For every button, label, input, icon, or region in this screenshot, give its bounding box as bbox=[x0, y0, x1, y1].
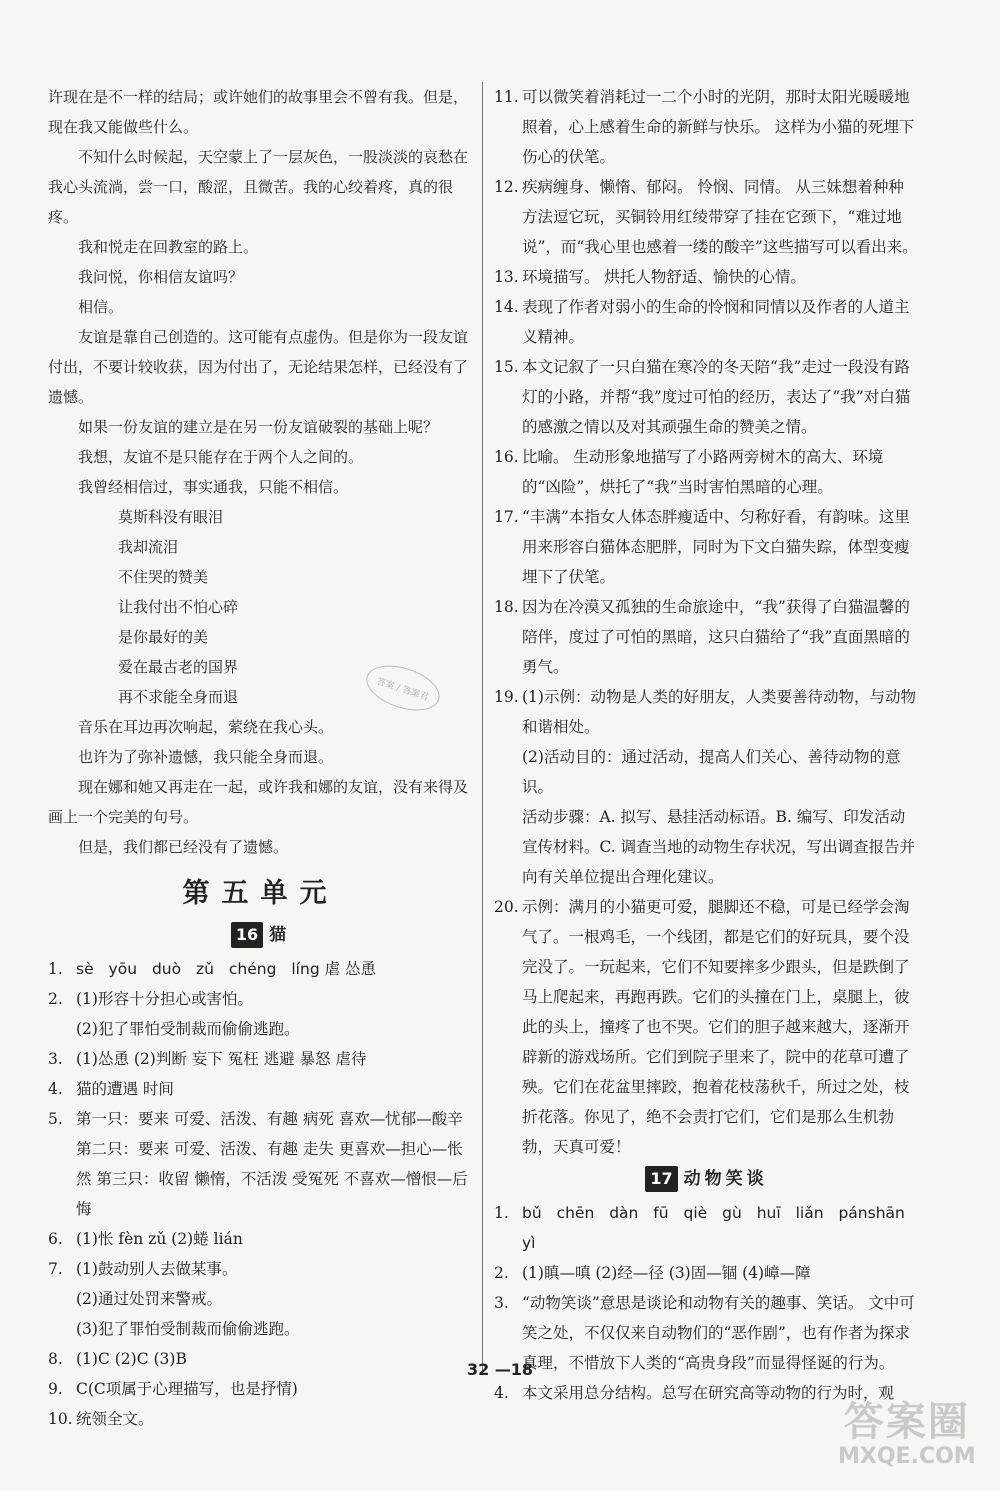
answer-text: 本文记叙了一只白猫在寒冷的冬天陪“我”走过一段没有路灯的小路，并帮“我”度过可怕的经历，表达了“我”对白猫的感激之情以及对其顽强生命的赞美之情。 bbox=[522, 358, 911, 436]
paragraph: 但是，我们都已经没有了遗憾。 bbox=[78, 838, 289, 856]
poem-line: 不住哭的赞美 bbox=[118, 568, 209, 586]
answer-item bbox=[494, 682, 919, 742]
answer-number: 5. bbox=[48, 1110, 63, 1128]
right-column bbox=[494, 82, 919, 1408]
poem-line: 我却流泪 bbox=[118, 538, 179, 556]
answer-number: 19. bbox=[494, 688, 519, 706]
answer-number: 3. bbox=[494, 1294, 509, 1312]
answer-text: (1)鼓动别人去做某事。 bbox=[76, 1260, 238, 1278]
column-divider bbox=[482, 82, 483, 1372]
answer-subline: 活动步骤：A. 拟写、悬挂活动标语。B. 编写、印发活动宣传材料。C. 调查当地的动物生存状况，写出调查报告并向有关单位提出合理化建议。 bbox=[522, 808, 916, 886]
answer-number: 2. bbox=[48, 990, 63, 1008]
answer-item bbox=[494, 442, 919, 502]
answer-item bbox=[48, 1074, 473, 1104]
answer-item bbox=[494, 292, 919, 352]
unit-title: 第五单元 bbox=[182, 878, 339, 909]
watermark-logo: 答案圈 bbox=[843, 1399, 970, 1445]
answer-item bbox=[494, 502, 919, 592]
answer-number: 15. bbox=[494, 358, 519, 376]
answer-subline: (2)通过处罚来警戒。 bbox=[76, 1290, 222, 1308]
answer-number: 14. bbox=[494, 298, 519, 316]
answer-text: “动物笑谈”意思是谈论和动物有关的趣事、笑话。 文中可笑之处，不仅仅来自动物们的“恶作剧”，也有作者为探求真理，不惜放下人类的“高贵身段”而显得怪诞的行为。 bbox=[522, 1294, 915, 1372]
answer-text: 猫的遭遇 时间 bbox=[76, 1080, 174, 1098]
lesson-17-name: 动物笑谈 bbox=[683, 1169, 768, 1189]
answer-number: 4. bbox=[494, 1384, 509, 1402]
answer-text: 因为在冷漠又孤独的生命旅途中，“我”获得了白猫温馨的陪伴，度过了可怕的黑暗，这只白猫给了“我”直面黑暗的勇气。 bbox=[522, 598, 910, 676]
answer-text: 环境描写。 烘托人物舒适、愉快的心情。 bbox=[522, 268, 806, 286]
lesson-17-answers bbox=[494, 1258, 919, 1408]
answer-text: 示例：满月的小猫更可爱，腿脚还不稳，可是已经学会淘气了。一根鸡毛，一个线团，都是它们的好玩具，要个没完没了。一玩起来，它们不知要摔多少跟头，但是跌倒了马上爬起来，再跑再跌。它们的头撞在门上，桌腿上，彼此的头上，撞疼了也不哭。它们的胆子越来越大，逐渐开辟新的游戏场所。它们到院子里来了，院中的花草可遭了殃。它们在花盆里摔跤，抱着花枝荡秋千，所过之处，枝折花落。你见了，绝不会责打它们，它们是那么生机勃勃，天真可爱！ bbox=[522, 898, 910, 1156]
paragraph: 许现在是不一样的结局；或许她们的故事里会不曾有我。但是，现在我又能做些什么。 bbox=[48, 88, 469, 136]
answer-item bbox=[48, 1404, 473, 1434]
lesson-17-number: 17 bbox=[645, 1166, 677, 1192]
paragraph: 音乐在耳边再次响起，萦绕在我心头。 bbox=[78, 718, 334, 736]
answer-item: 1. bǔ chēn dàn fū qiè gù huī liǎn pánshān yì bbox=[494, 1198, 919, 1258]
answer-number: 8. bbox=[48, 1350, 63, 1368]
answer-subline: (2)犯了罪怕受制裁而偷偷逃跑。 bbox=[76, 1020, 300, 1038]
answer-number: 3. bbox=[48, 1050, 63, 1068]
answer-text: 统领全文。 bbox=[76, 1410, 154, 1428]
answer-item bbox=[48, 1224, 473, 1254]
answer-item bbox=[48, 1104, 473, 1224]
answer-subline: (2)活动目的：通过活动，提高人们关心、善待动物的意识。 bbox=[522, 748, 901, 796]
answer-item bbox=[48, 984, 473, 1014]
answer-item bbox=[48, 1254, 473, 1284]
paragraph: 我曾经相信过，事实通我，只能不相信。 bbox=[78, 478, 349, 496]
answer-text: 可以微笑着消耗过一二个小时的光阴，那时太阳光暖暖地照着，心上感着生命的新鲜与快乐。 这样为小猫的死埋下伤心的伏笔。 bbox=[522, 88, 915, 166]
poem-line: 莫斯科没有眼泪 bbox=[118, 508, 224, 526]
answer-text: (1)示例：动物是人类的好朋友，人类要善待动物，与动物和谐相处。 bbox=[522, 688, 916, 736]
answer-item bbox=[494, 352, 919, 442]
paragraph: 我想，友谊不是只能存在于两个人之间的。 bbox=[78, 448, 364, 466]
answer-number: 18. bbox=[494, 598, 519, 616]
answer-number: 9. bbox=[48, 1380, 63, 1398]
watermark-url: MXQE.COM bbox=[838, 1444, 976, 1469]
answer-item bbox=[494, 592, 919, 682]
lesson-16-name: 猫 bbox=[269, 925, 291, 945]
lesson-17-pinyin: bǔ chēn dàn fū qiè gù huī liǎn pánshān yì bbox=[522, 1204, 905, 1252]
answer-item bbox=[48, 1044, 473, 1074]
answer-text: (1)形容十分担心或害怕。 bbox=[76, 990, 253, 1008]
answer-text: 表现了作者对弱小的生命的怜悯和同情以及作者的人道主义精神。 bbox=[522, 298, 910, 346]
answer-text: 疾病缠身、懒惰、郁闷。 怜悯、同情。 从三妹想着种种方法逗它玩，买铜铃用红绫带穿了挂在它颈下，“难过地说”，而“我心里也感着一缕的酸辛”这些描写可以看出来。 bbox=[522, 178, 918, 256]
answer-text: (1)瞋—嗔 (2)经—径 (3)固—锢 (4)嶂—障 bbox=[522, 1264, 811, 1282]
answer-number: 11. bbox=[494, 88, 519, 106]
lesson-16-hanzi: 虐 怂恿 bbox=[324, 960, 377, 978]
answer-number: 20. bbox=[494, 898, 519, 916]
essay-closing-paragraphs bbox=[48, 712, 473, 862]
lesson-16-pinyin: sè yōu duò zǔ chéng líng bbox=[76, 960, 320, 978]
answer-number: 4. bbox=[48, 1080, 63, 1098]
answer-number: 17. bbox=[494, 508, 519, 526]
answer-text: “丰满”本指女人体态胖瘦适中、匀称好看，有韵味。这里用来形容白猫体态肥胖，同时为下文白猫失踪，体型变瘦埋下了伏笔。 bbox=[522, 508, 910, 586]
lesson-16-heading bbox=[48, 922, 473, 948]
answer-number: 13. bbox=[494, 268, 519, 286]
answer-number: 10. bbox=[48, 1410, 73, 1428]
paragraph: 不知什么时候起，天空蒙上了一层灰色，一股淡淡的哀愁在我心头流淌，尝一口，酸涩，且微苦。我的心绞着疼，真的很疼。 bbox=[48, 148, 469, 226]
watermark bbox=[838, 1400, 976, 1469]
answer-text: (1)怂恿 (2)判断 妄下 冤枉 逃避 暴怒 虐待 bbox=[76, 1050, 367, 1068]
lesson-17-heading bbox=[494, 1166, 919, 1192]
answer-item bbox=[494, 172, 919, 262]
answer-text: 第一只：要来 可爱、活泼、有趣 病死 喜欢—忧郁—酸辛 第二只：要来 可爱、活泼、有趣 走失 更喜欢—担心—怅然 第三只：收留 懒惰，不活泼 受冤死 不喜欢—憎恨—后悔 bbox=[76, 1110, 468, 1218]
left-column bbox=[48, 82, 473, 1434]
lesson-16-number: 16 bbox=[231, 922, 263, 948]
answer-number: 12. bbox=[494, 178, 519, 196]
answer-item: 1. sè yōu duò zǔ chéng líng 虐 怂恿 bbox=[48, 960, 377, 978]
paragraph: 友谊是靠自己创造的。这可能有点虚伪。但是你为一段友谊付出，不要计较收获，因为付出了，无论结果怎样，已经没有了遗憾。 bbox=[48, 328, 469, 406]
answer-number: 7. bbox=[48, 1260, 63, 1278]
stamp-mark: 答案 / 答案君 bbox=[361, 657, 446, 719]
paragraph: 相信。 bbox=[78, 298, 124, 316]
paragraph: 我和悦走在回教室的路上。 bbox=[78, 238, 259, 256]
answer-number: 16. bbox=[494, 448, 519, 466]
answer-item bbox=[494, 82, 919, 172]
poem-line: 是你最好的美 bbox=[118, 628, 209, 646]
answer-number: 6. bbox=[48, 1230, 63, 1248]
poem-line: 再不求能全身而退 bbox=[118, 688, 239, 706]
answer-item bbox=[494, 262, 919, 292]
answer-number: 2. bbox=[494, 1264, 509, 1282]
essay-paragraphs bbox=[48, 82, 473, 502]
answer-item bbox=[494, 892, 919, 1162]
answer-text: (1)怅 fèn zǔ (2)蜷 lián bbox=[76, 1230, 243, 1248]
poem-line: 爱在最古老的国界 bbox=[118, 658, 239, 676]
lesson-16-answers-continued bbox=[494, 82, 919, 1162]
answer-text: (1)C (2)C (3)B bbox=[76, 1350, 187, 1368]
answer-text: 比喻。 生动形象地描写了小路两旁树木的高大、环境的“凶险”，烘托了“我”当时害怕黑暗的心理。 bbox=[522, 448, 884, 496]
answer-subline: (3)犯了罪怕受制裁而偷偷逃跑。 bbox=[76, 1320, 300, 1338]
paragraph: 我问悦，你相信友谊吗？ bbox=[78, 268, 244, 286]
answer-text: C(C项属于心理描写，也是抒情) bbox=[76, 1380, 298, 1398]
paragraph: 如果一份友谊的建立是在另一份友谊破裂的基础上呢？ bbox=[78, 418, 439, 436]
paragraph: 也许为了弥补遗憾，我只能全身而退。 bbox=[78, 748, 334, 766]
poem-line: 让我付出不怕心碎 bbox=[118, 598, 239, 616]
answer-text: 本文采用总分结构。总写在研究高等动物的行为时，观 bbox=[522, 1384, 895, 1402]
page-number: 32 —18 bbox=[466, 1360, 534, 1379]
answer-item bbox=[494, 1258, 919, 1288]
paragraph: 现在娜和她又再走在一起，或许我和娜的友谊，没有来得及画上一个完美的句号。 bbox=[48, 778, 469, 826]
